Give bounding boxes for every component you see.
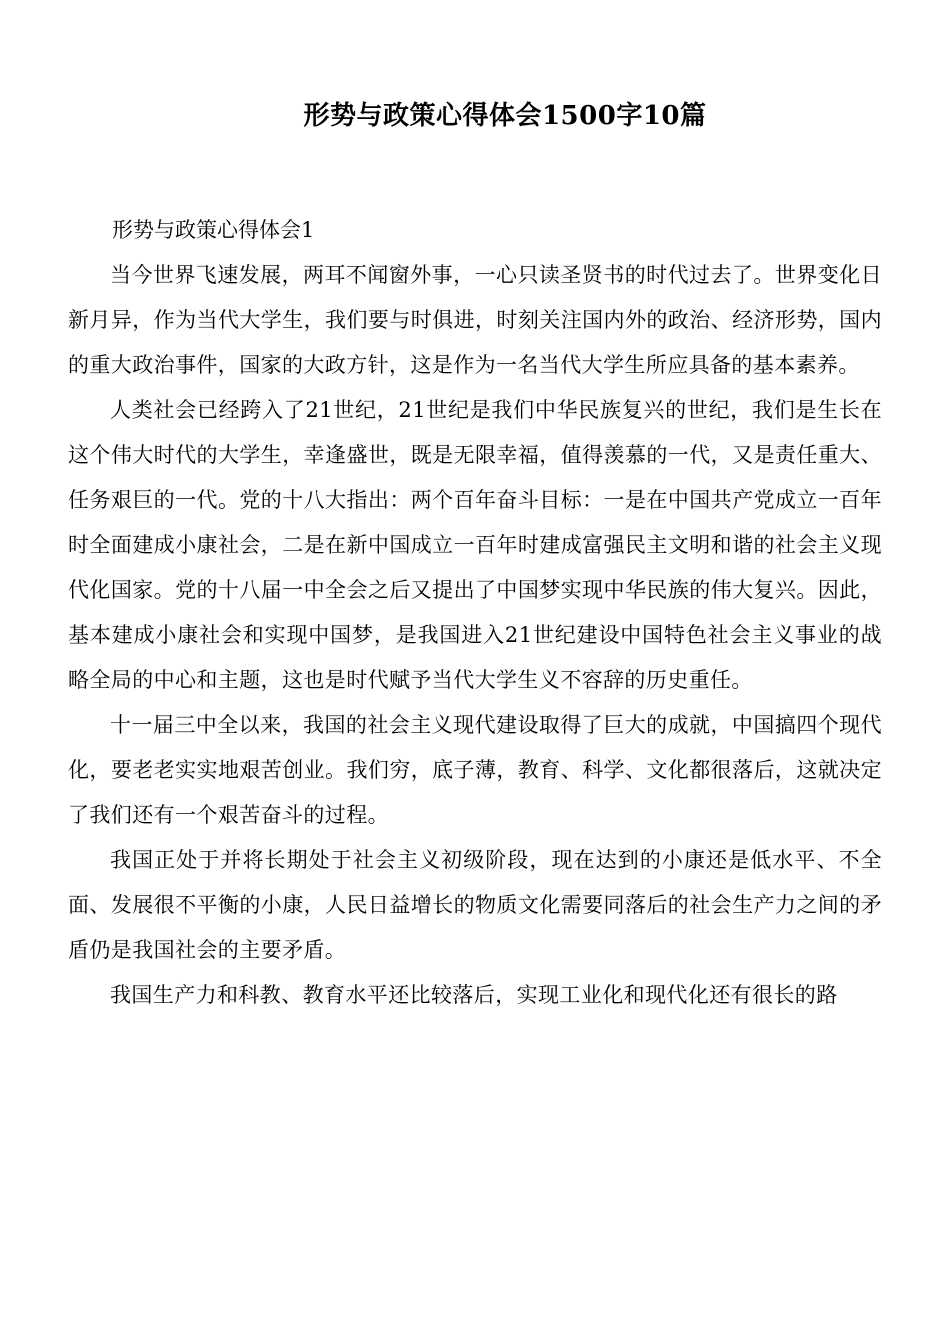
document-title: 形势与政策心得体会1500字10篇 — [303, 101, 707, 131]
paragraph-2: 人类社会已经跨入了21世纪，21世纪是我们中华民族复兴的世纪，我们是生长在这个伟大时代的大学生，幸逢盛世，既是无限幸福，值得羡慕的一代，又是责任重大、任务艰巨的一代。党的十八大指出：两个百年奋斗目标：一是在中国共产党成立一百年时全面建成小康社会，二是在新中国成立一百年时建成富强民主文明和谐的社会主义现代化国家。党的十八届一中全会之后又提出了中国梦实现中华民族的伟大复兴。因此，基本建成小康社会和实现中国梦，是我国进入21世纪建设中国特色社会主义事业的战略全局的中心和主题，这也是时代赋予当代大学生义不容辞的历史重任。 — [68, 398, 882, 692]
section-heading: 形势与政策心得体会1 — [112, 218, 315, 242]
paragraph-1: 当今世界飞速发展，两耳不闻窗外事，一心只读圣贤书的时代过去了。世界变化日新月异，作为当代大学生，我们要与时俱进，时刻关注国内外的政治、经济形势，国内的重大政治事件，国家的大政方针，这是作为一名当代大学生所应具备的基本素养。 — [68, 263, 882, 377]
paragraph-4: 我国正处于并将长期处于社会主义初级阶段，现在达到的小康还是低水平、不全面、发展很不平衡的小康，人民日益增长的物质文化需要同落后的社会生产力之间的矛盾仍是我国社会的主要矛盾。 — [68, 848, 882, 962]
document-body — [68, 208, 882, 1018]
paragraph-5: 我国生产力和科教、教育水平还比较落后，实现工业化和现代化还有很长的路 — [110, 983, 838, 1007]
paragraph-3: 十一届三中全以来，我国的社会主义现代建设取得了巨大的成就，中国搞四个现代化，要老老实实地艰苦创业。我们穷，底子薄，教育、科学、文化都很落后，这就决定了我们还有一个艰苦奋斗的过程。 — [68, 713, 882, 827]
